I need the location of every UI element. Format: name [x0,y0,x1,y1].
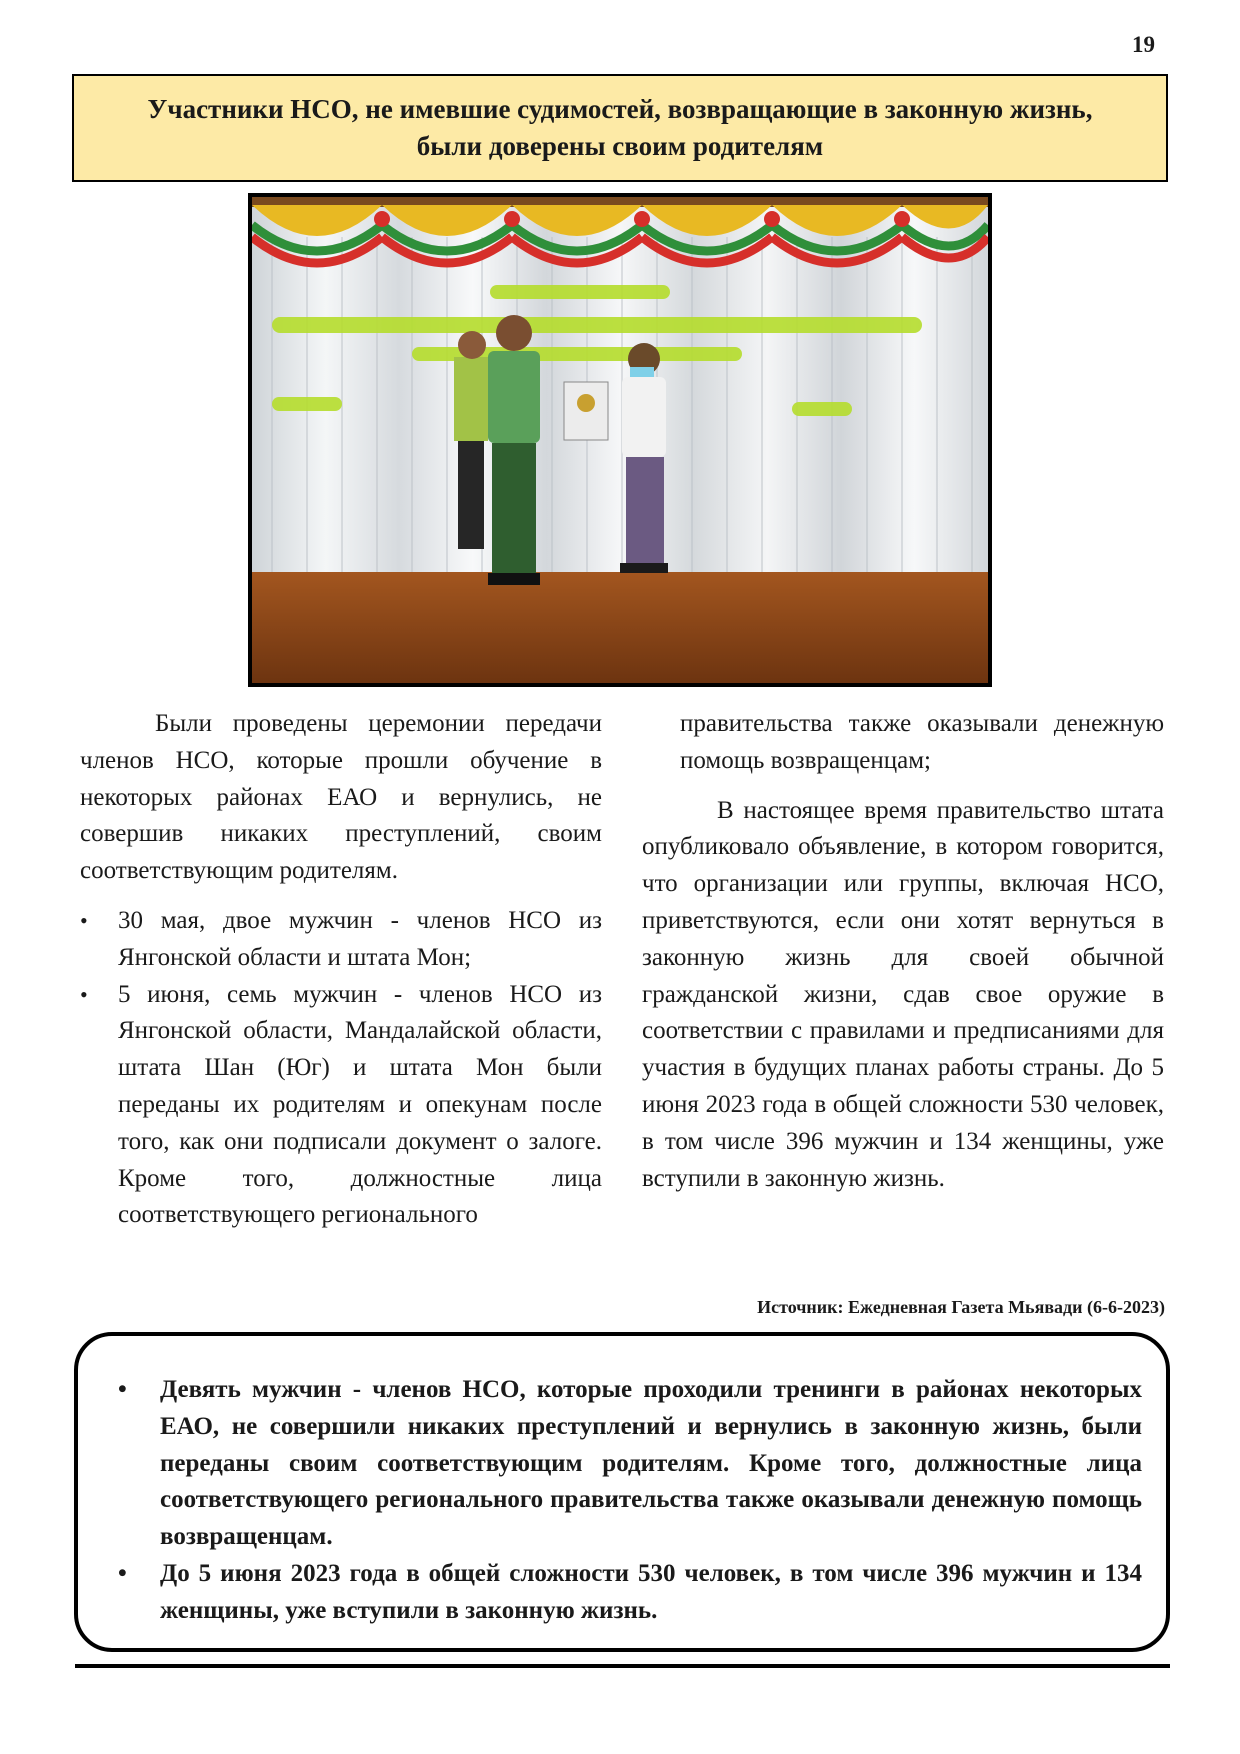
article-bullet-list [80,903,602,1234]
summary-item: • Девять мужчин - членов НСО, которые проходили тренинги в районах некоторых ЕАО, не совершили никаких преступлений и вернулись в законную жизнь, были переданы своим соответствующим родителям. Кроме того, должностные лица соответствующего регионального правительства также оказывали денежную помощь возвращенцам. [106,1372,1142,1556]
page-number: 19 [1132,32,1155,57]
page-title: Участники НСО, не имевшие судимостей, возвращающие в законную жизнь, были доверены своим родителям [147,94,1093,161]
article-source: Источник: Ежедневная Газета Мьявади (6-6-2023) [757,1297,1165,1317]
summary-list [106,1372,1142,1630]
summary-item: • До 5 июня 2023 года в общей сложности 530 человек, в том числе 396 мужчин и 134 женщины, уже вступили в законную жизнь. [106,1556,1142,1630]
article-intro: Были проведены церемонии передачи членов НСО, которые прошли обучение в некоторых районах ЕАО и вернулись, не совершив никаких преступлений, своим соответствующим родителям. [80,710,602,885]
summary-box [74,1332,1170,1652]
ceremony-photo [248,193,992,687]
article-bullet: • 5 июня, семь мужчин - членов НСО из Янгонской области, Мандалайской области, штата Шан (Юг) и штата Мон были переданы их родителям и опекунам после того, как они подписали документ о залоге. Кроме того, должностные лица соответствующего регионального [80,977,602,1235]
title-box [72,74,1168,182]
article-left-column [80,706,602,1234]
article-bullet-continuation: правительства также оказывали денежную помощь возвращенцам; [680,710,1164,774]
bottom-rule [75,1664,1170,1668]
article-bullet: • 30 мая, двое мужчин - членов НСО из Янгонской области и штата Мон; [80,903,602,977]
photo-illustration [252,197,988,683]
article-closing: В настоящее время правительство штата опубликовало объявление, в котором говорится, что организации или группы, включая НСО, приветствуются, если они хотят вернуться в законную жизнь для своей обычной гражданской жизни, сдав свое оружие в соответствии с правилами и предписаниями для участия в будущих планах работы страны. До 5 июня 2023 года в общей сложности 530 человек, в том числе 396 мужчин и 134 женщины, уже вступили в законную жизнь. [642,796,1164,1192]
article-right-column [642,706,1164,1197]
